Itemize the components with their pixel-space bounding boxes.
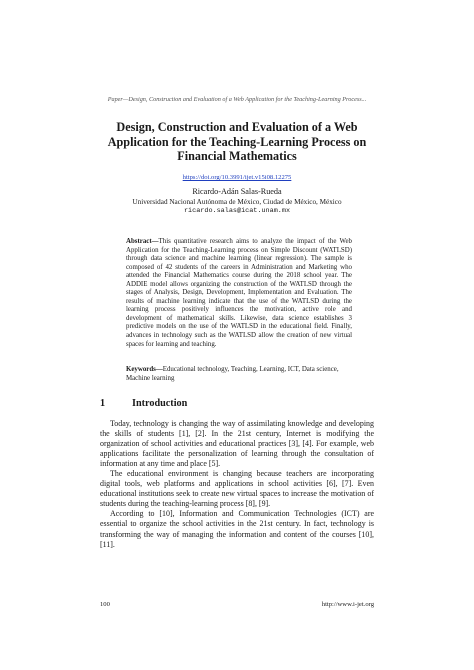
running-head	[0, 96, 474, 103]
section-number: 1	[100, 398, 106, 409]
author-name: Ricardo-Adán Salas-Rueda	[192, 187, 282, 196]
page-number: 100	[100, 601, 110, 608]
running-head-label: Paper	[107, 96, 123, 103]
keywords-text: Educational technology, Teaching, Learning, ICT, Data science, Machine learning	[126, 366, 339, 382]
abstract-text: This quantitative research aims to analyze the impact of the Web Application for the Teaching-Learning process on Simple Discount (WATLSD) through data science and machine learning (linear regression). The sample is composed of 42 students of the careers in Administration and Marketing who attended the Financial Mathematics course during the 2018 school year. The ADDIE model allows organizing the construction of the WATLSD through the stages of Analysis, Design, Development, Implementation and Evaluation. The results of machine learning indicate that the use of the WATLSD during the learning process positively influences the motivation, active role and development of mathematical skills. Likewise, data science establishes 3 predictive models on the use of the WATLSD in the educational field. Finally, advances in technology such as the WATLSD allow the creation of new virtual spaces for learning and teaching.	[126, 238, 352, 348]
section-heading	[100, 398, 187, 409]
running-head-separator: —	[122, 96, 129, 103]
author-affiliation: Universidad Nacional Autónoma de México, Ciudad de México, México	[132, 198, 342, 206]
keywords	[126, 366, 352, 383]
paragraph: According to [10], Information and Communication Technologies (ICT) are essential to organize the school activities in the 21st century. In fact, technology is transforming the way of managing the information and content of the courses [10], [11].	[100, 509, 374, 549]
author-email[interactable]: ricardo.salas@icat.unam.mx	[183, 207, 291, 215]
paper-title: Design, Construction and Evaluation of a Web Application for the Teaching-Learning Process on Financial Mathematics	[107, 120, 367, 163]
abstract-label: Abstract—	[126, 238, 159, 245]
paragraph: The educational environment is changing because teachers are incorporating digital tools, web platforms and applications in school activities [6], [7]. Even educational institutions seek to create new virtual spaces to increase the motivation of students during the teaching-learning process [8], [9].	[100, 469, 374, 509]
section-title: Introduction	[132, 398, 188, 409]
doi-link[interactable]: https://doi.org/10.3991/ijet.v15i08.12275	[182, 174, 292, 181]
journal-url[interactable]: http://www.i-jet.org	[321, 601, 374, 608]
running-head-text: Design, Construction and Evaluation of a Web Application for the Teaching-Learning Process...	[128, 96, 367, 103]
abstract	[126, 238, 352, 349]
section-body	[100, 419, 374, 550]
paragraph: Today, technology is changing the way of assimilating knowledge and developing the skills of students [1], [2]. In the 21st century, Internet is modifying the organization of school activities and educational practices [3], [4]. For example, web applications facilitate the personalization of learning through the consultation of information at any time and place [5].	[100, 419, 374, 469]
keywords-label: Keywords—	[126, 366, 163, 373]
